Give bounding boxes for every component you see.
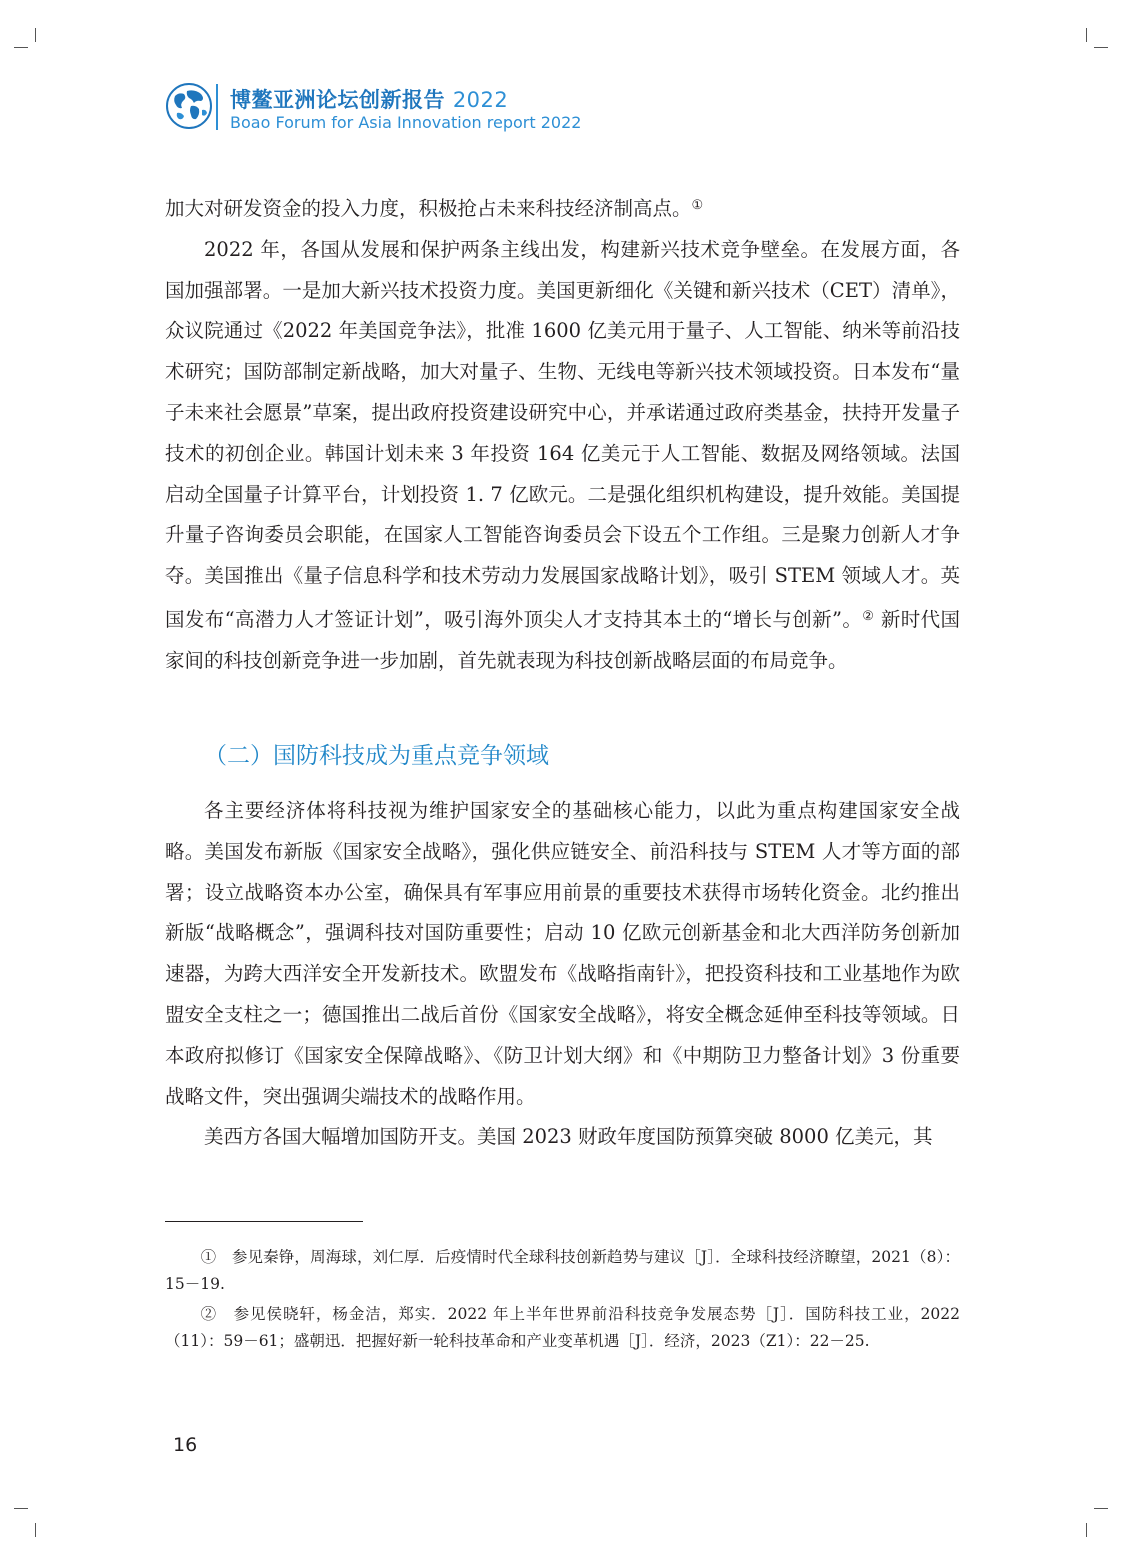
paragraph-1-text: 加大对研发资金的投入力度，积极抢占未来科技经济制高点。 bbox=[165, 197, 692, 220]
header-title-cn: 博鳌亚洲论坛创新报告 bbox=[230, 88, 445, 112]
footnotes bbox=[165, 1244, 960, 1358]
footnote-ref-2: ② bbox=[862, 608, 875, 624]
paragraph-2-text-a: 2022 年，各国从发展和保护两条主线出发，构建新兴技术竞争壁垒。在发展方面，各国加强部署。一是加大新兴技术投资力度。美国更新细化《关键和新兴技术（CET）清单》，众议院通过《2022 年美国竞争法》，批准 1600 亿美元用于量子、人工智能、纳米等前沿技术研究；国防部制定新战略，加大对量子、生物、无线电等新兴技术领域投资。日本发布“量子未来社会愿景”草案，提出政府投资建设研究中心，并承诺通过政府类基金，扶持开发量子技术的初创企业。韩国计划未来 3 年投资 164 亿美元于人工智能、数据及网络领域。法国启动全国量子计算平台，计划投资 1. 7 亿欧元。二是强化组织机构建设，提升效能。美国提升量子咨询委员会职能，在国家人工智能咨询委员会下设五个工作组。三是聚力创新人才争夺。美国推出《量子信息科学和技术劳动力发展国家战略计划》，吸引 STEM 领域人才。英国发布“高潜力人才签证计划”，吸引海外顶尖人才支持其本土的“增长与创新”。 bbox=[165, 237, 960, 631]
header-title-year: 2022 bbox=[452, 88, 509, 112]
paragraph-2-text-b: 新时代国家间的科技创新竞争进一步加剧，首先就表现为科技创新战略层面的布局竞争。 bbox=[165, 607, 960, 672]
paragraph-4: 美西方各国大幅增加国防开支。美国 2023 财政年度国防预算突破 8000 亿美元，其 bbox=[204, 1125, 933, 1149]
footnote-ref-1: ① bbox=[691, 198, 704, 213]
crop-mark bbox=[1094, 47, 1108, 48]
paragraph-2 bbox=[165, 230, 960, 682]
footnote-2: ② 参见侯晓轩，杨金洁，郑实．2022 年上半年世界前沿科技竞争发展态势［J］．国防科技工业，2022（11）：59－61；盛朝迅．把握好新一轮科技革命和产业变革机遇［J］．经济，2023（Z1）：22－25. bbox=[165, 1305, 960, 1350]
footnote-1: ① 参见秦铮，周海球，刘仁厚．后疫情时代全球科技创新趋势与建议［J］．全球科技经济瞭望，2021（8）：15－19. bbox=[165, 1248, 960, 1293]
page-number: 16 bbox=[173, 1434, 198, 1456]
crop-mark bbox=[1086, 1523, 1087, 1537]
header-divider bbox=[216, 84, 218, 130]
header-title bbox=[230, 84, 508, 114]
crop-mark bbox=[35, 1523, 36, 1537]
header-subtitle: Boao Forum for Asia Innovation report 2022 bbox=[230, 113, 582, 132]
paragraph-3: 各主要经济体将科技视为维护国家安全的基础核心能力，以此为重点构建国家安全战略。美国发布新版《国家安全战略》，强化供应链安全、前沿科技与 STEM 人才等方面的部署；设立战略资本办公室，确保具有军事应用前景的重要技术获得市场转化资金。北约推出新版“战略概念”，强调科技对国防重要性；启动 10 亿欧元创新基金和北大西洋防务创新加速器，为跨大西洋安全开发新技术。欧盟发布《战略指南针》，把投资科技和工业基地作为欧盟安全支柱之一；德国推出二战后首份《国家安全战略》，将安全概念延伸至科技等领域。日本政府拟修订《国家安全保障战略》、《防卫计划大纲》和《中期防卫力整备计划》3 份重要战略文件，突出强调尖端技术的战略作用。 bbox=[165, 799, 960, 1108]
globe-logo-icon bbox=[165, 82, 213, 130]
crop-mark bbox=[14, 1508, 28, 1509]
footnote-divider bbox=[165, 1221, 363, 1222]
section-heading: （二）国防科技成为重点竞争领域 bbox=[204, 743, 549, 769]
body-section-2 bbox=[165, 791, 960, 1158]
body-section-1 bbox=[165, 186, 960, 682]
crop-mark bbox=[14, 47, 28, 48]
crop-mark bbox=[1086, 28, 1087, 42]
crop-mark bbox=[1094, 1508, 1108, 1509]
crop-mark bbox=[35, 28, 36, 42]
paragraph-1 bbox=[165, 186, 960, 230]
